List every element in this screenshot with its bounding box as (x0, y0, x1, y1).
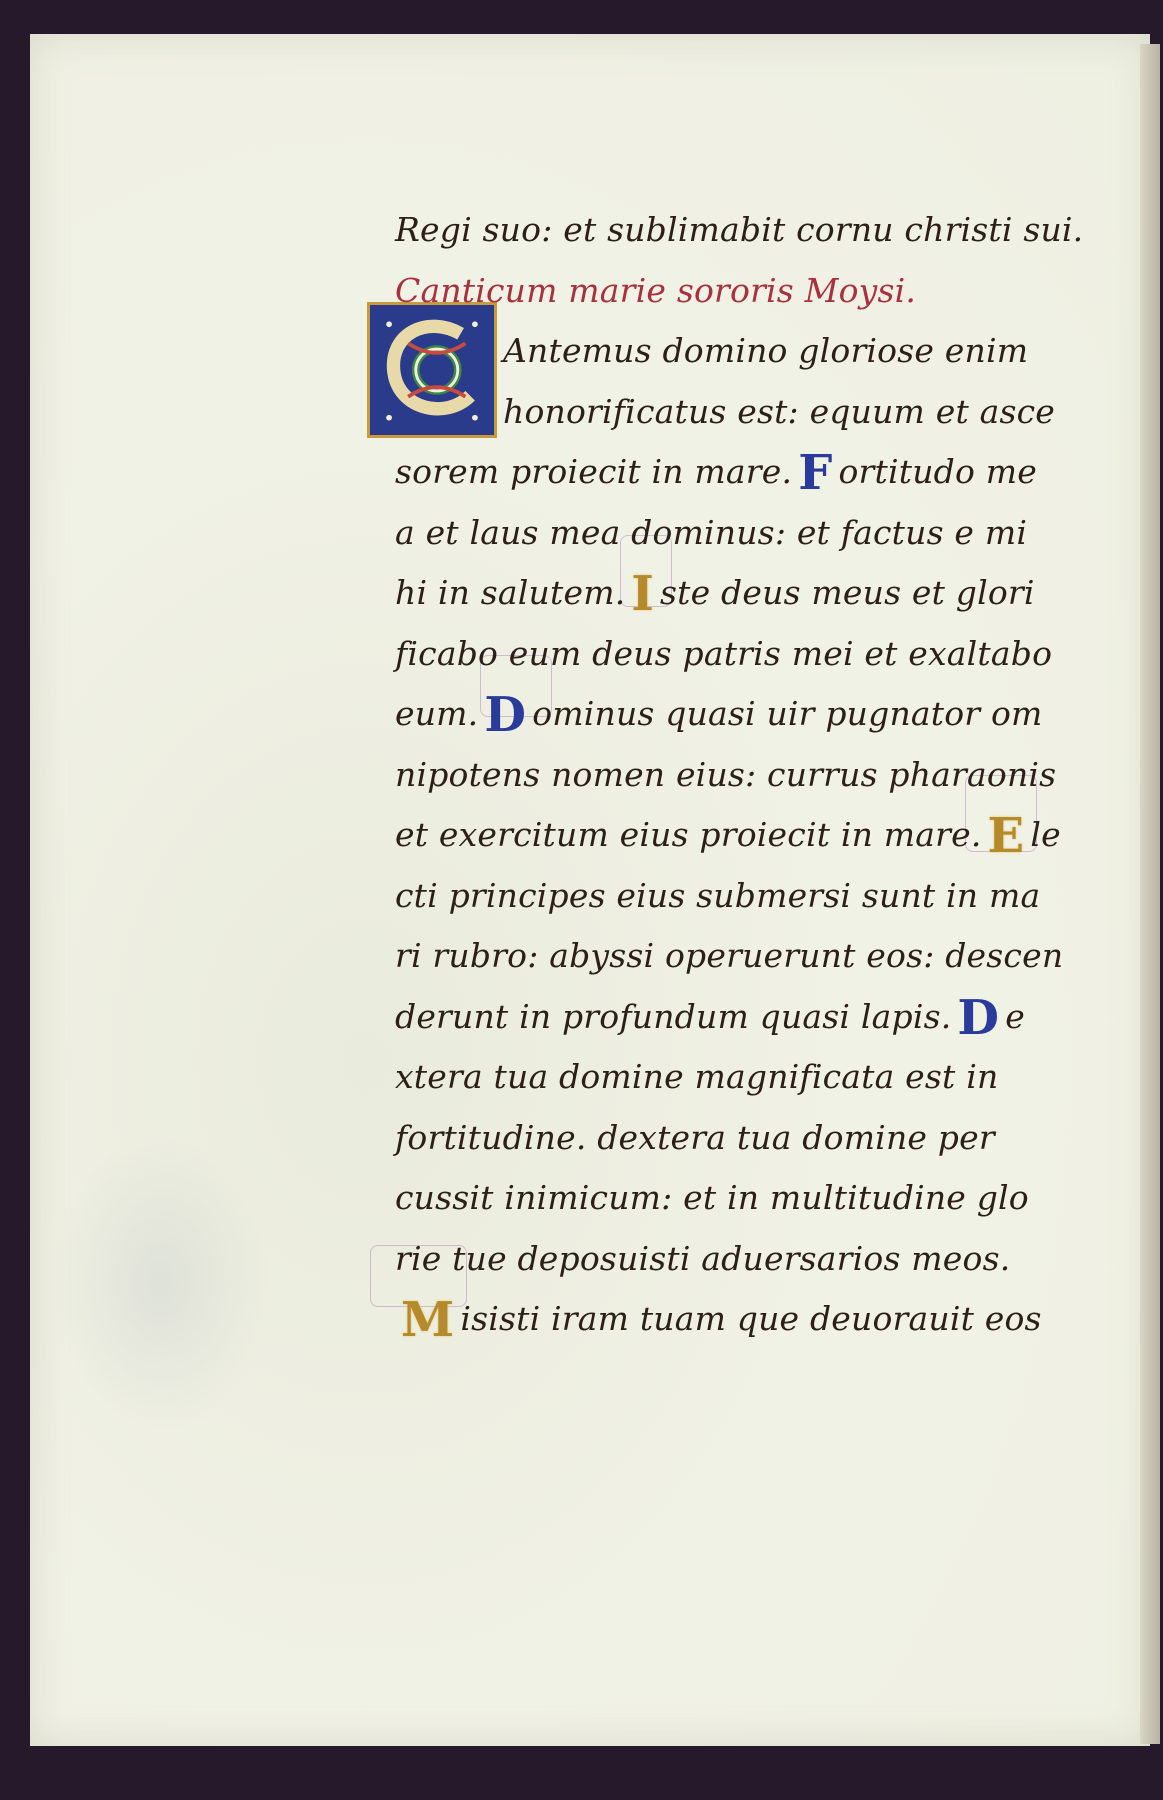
manuscript-text (395, 200, 1084, 1350)
text-line: honorificatus est: equum et asce (503, 391, 1056, 431)
text-line: ficabo eum deus patris mei et exaltabo (395, 633, 1053, 673)
text-line: Antemus domino gloriose enim (503, 331, 1029, 370)
text-line: Regi suo: et sublimabit cornu christi sui. (395, 210, 1084, 249)
initial-m: M (401, 1292, 455, 1348)
next-leaf-edge (1140, 44, 1160, 1744)
text-line: a et laus mea dominus: et factus e mi (395, 512, 1028, 552)
text-line: M isisti iram tuam que deuorauit eos (395, 1289, 1055, 1350)
text-line: fortitudine. dextera tua domine per (395, 1117, 995, 1157)
text-line: sorem proiecit in mare. F ortitudo me (395, 442, 1055, 503)
text-line: eum. D ominus quasi uir pugnator om (395, 684, 1055, 745)
text-line: xtera tua domine magnificata est in (395, 1057, 999, 1096)
initial-d-second: D (957, 989, 1000, 1046)
initial-e: E (987, 808, 1025, 864)
text-line: hi in salutem. I ste deus meus et glori (395, 563, 1055, 624)
text-line: nipotens nomen eius: currus pharaonis (395, 754, 1057, 794)
text-line: derunt in profundum quasi lapis. D e (395, 987, 1055, 1048)
text-line: cti principes eius submersi sunt in ma (395, 875, 1041, 915)
rubric-line: Canticum marie sororis Moysi. (395, 270, 917, 310)
text-line: cussit inimicum: et in multitudine glo (395, 1178, 1029, 1217)
text-line: et exercitum eius proiecit in mare. E le (395, 805, 1055, 866)
initial-i: I (631, 566, 655, 622)
initial-f: F (798, 445, 833, 501)
text-line: rie tue deposuisti aduersarios meos. (395, 1238, 1011, 1278)
text-line: ri rubro: abyssi operuerunt eos: descen (395, 936, 1064, 975)
initial-d: D (484, 687, 527, 743)
